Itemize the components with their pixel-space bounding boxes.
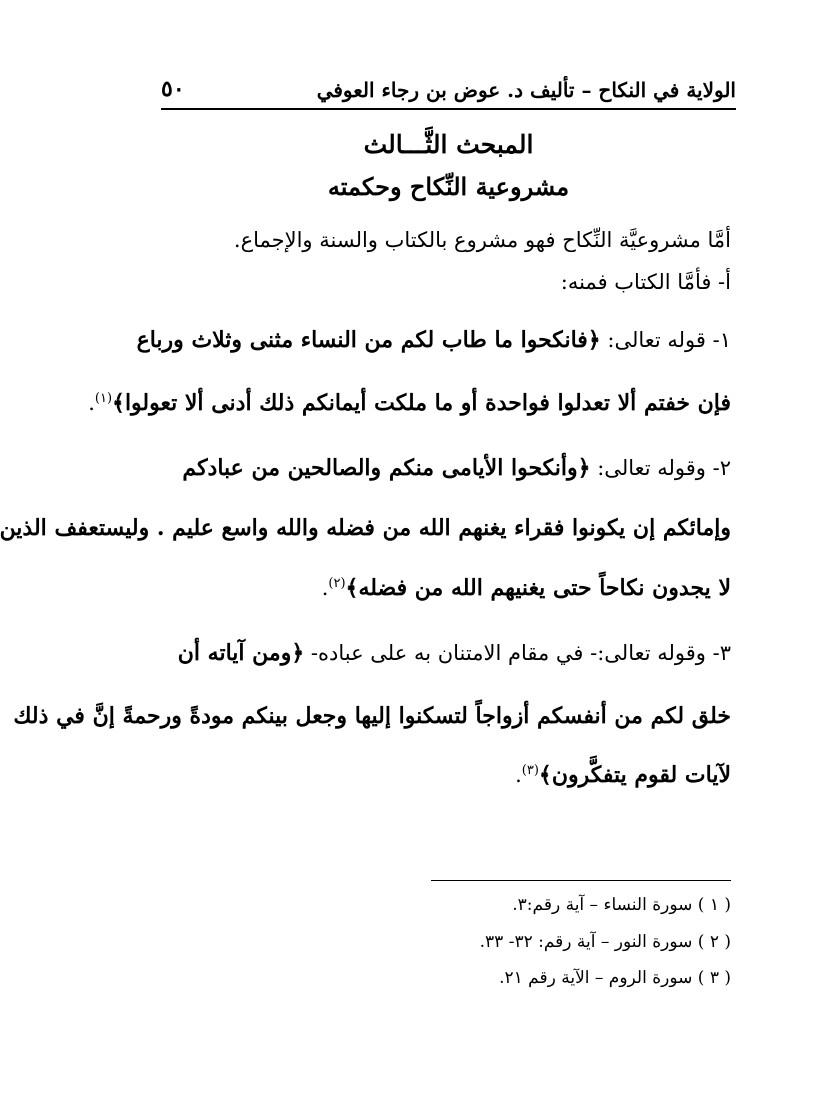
item-2-footnote-ref: (٢) (328, 576, 346, 591)
page-number: ٥٠ (161, 76, 185, 102)
header-rule (161, 108, 736, 110)
footnote-3: ( ٣ ) سورة الروم – الآية رقم ٢١. (499, 968, 731, 988)
footnote-2: ( ٢ ) سورة النور – آية رقم: ٣٢- ٣٣. (479, 932, 731, 952)
item-3-line-1 (166, 640, 731, 666)
header-title: الولاية في النكاح – تأليف د. عوض بن رجاء العوفي (316, 78, 736, 102)
intro-paragraph: أمَّا مشروعيَّة النِّكاح فهو مشروع بالكتاب والسنة والإجماع. (233, 228, 731, 252)
item-3-verse-line-1: ﴿ومن آياته أن (177, 640, 305, 666)
item-1-verse-line-2: فإن خفتم ألا تعدلوا فواحدة أو ما ملكت أيمانكم ذلك أدنى ألا تعولوا﴾ (112, 390, 731, 416)
item-2-line-1 (166, 455, 731, 481)
item-2-line-3 (166, 575, 731, 601)
running-header (161, 74, 736, 110)
item-3-prefix: ٣- وقوله تعالى:- في مقام الامتنان به على عباده- (310, 641, 731, 665)
item-2-verse-line-1: ﴿وأنكحوا الأيامى منكم والصالحين من عبادكم (182, 455, 591, 481)
item-1-line-1 (136, 327, 731, 353)
item-1-period: . (88, 391, 95, 415)
item-3-footnote-ref: (٣) (521, 763, 539, 778)
item-2-line-2 (0, 515, 731, 541)
item-1-prefix: ١- قوله تعالى: (607, 328, 731, 352)
footnote-rule (431, 880, 731, 881)
item-3-line-2 (13, 703, 731, 729)
book-heading: أ- فأمَّا الكتاب فمنه: (560, 270, 731, 294)
item-2-verse-line-3: لا يجدون نكاحاً حتى يغنيهم الله من فضله﴾ (345, 575, 731, 601)
item-3-line-3 (166, 762, 731, 788)
item-1-footnote-ref: (١) (94, 391, 113, 406)
section-title: المبحث الثَّـــالث (363, 130, 534, 159)
item-3-period: . (515, 763, 522, 787)
footnote-1: ( ١ ) سورة النساء – آية رقم:٣. (512, 895, 731, 915)
item-1-verse-line-1: ﴿فانكحوا ما طاب لكم من النساء مثنى وثلاث ورباع (136, 327, 601, 353)
item-2-prefix: ٢- وقوله تعالى: (597, 456, 731, 480)
item-2-period: . (321, 576, 329, 600)
item-2-verse-line-2: وإمائكم إن يكونوا فقراء يغنهم الله من فضله والله واسع عليم . وليستعفف الذين (0, 515, 731, 541)
item-3-verse-line-2: خلق لكم من أنفسكم أزواجاً لتسكنوا إليها وجعل بينكم مودةً ورحمةً إنَّ في ذلك (13, 703, 731, 729)
item-1-line-2 (88, 390, 731, 416)
item-3-verse-line-3: لآيات لقوم يتفكَّرون﴾ (538, 762, 731, 788)
section-subtitle: مشروعية النِّكاح وحكمته (327, 172, 570, 201)
